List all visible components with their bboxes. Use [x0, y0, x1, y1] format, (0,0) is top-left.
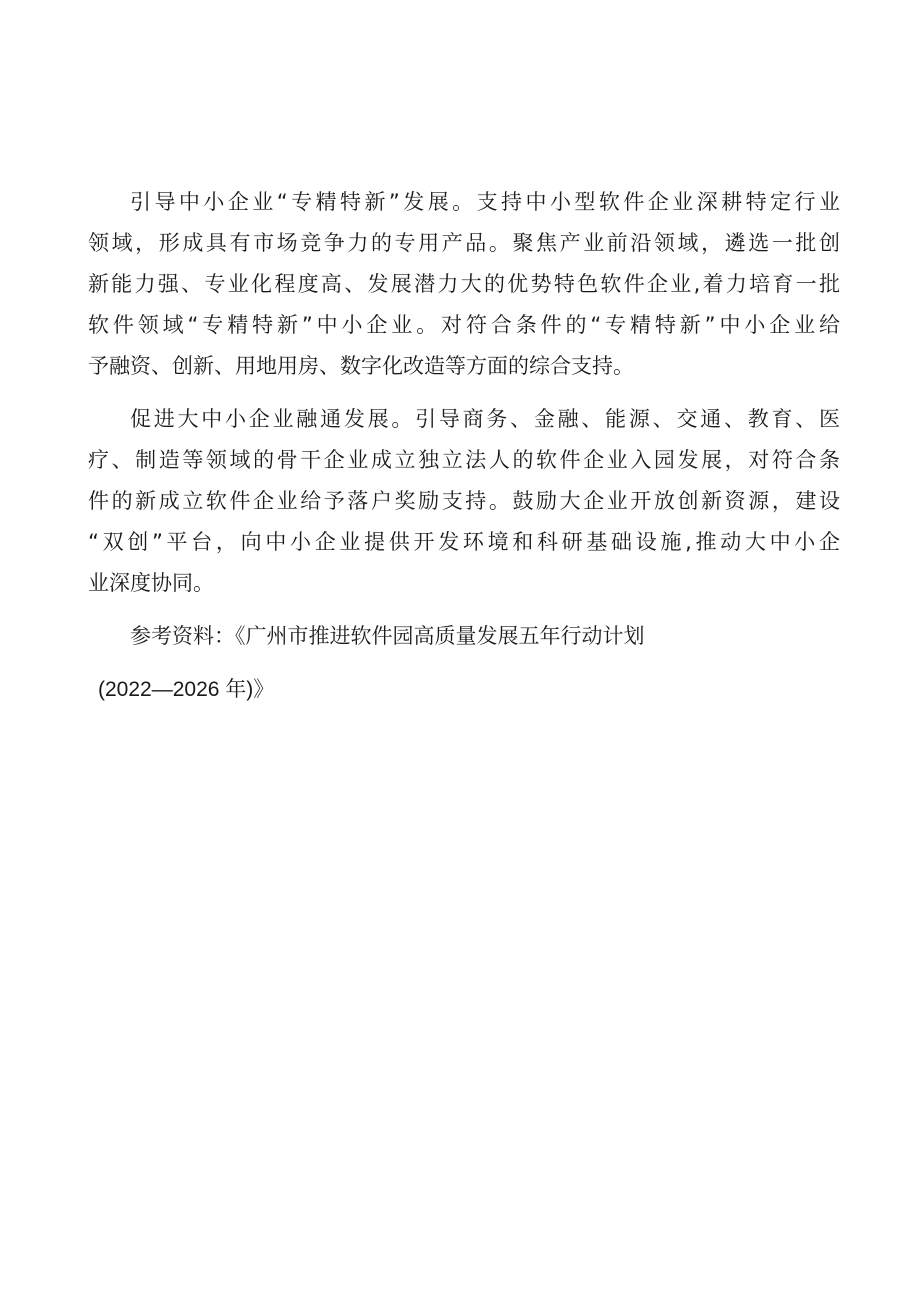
reference-date-line: (2022—2026 年)》 — [98, 678, 275, 701]
paragraph-line: 予融资、创新、用地用房、数字化改造等方面的综合支持。 — [88, 354, 634, 378]
paragraph-line: 新能力强、专业化程度高、发展潜力大的优势特色软件企业,着力培育一批 — [88, 272, 840, 296]
paragraph-line: 业深度协同。 — [88, 571, 214, 595]
paragraph-integrated-development — [88, 399, 840, 604]
paragraph-line: “双创”平台，向中小企业提供开发环境和科研基础设施,推动大中小企 — [88, 530, 840, 554]
paragraph-line: 疗、制造等领域的骨干企业成立独立法人的软件企业入园发展，对符合条 — [88, 448, 840, 472]
paragraph-line: 领域，形成具有市场竞争力的专用产品。聚焦产业前沿领域，遴选一批创 — [88, 231, 840, 255]
document-body — [88, 182, 840, 710]
paragraph-line: 促进大中小企业融通发展。引导商务、金融、能源、交通、教育、医 — [130, 407, 840, 431]
paragraph-line: 软件领域“专精特新”中小企业。对符合条件的“专精特新”中小企业给 — [88, 313, 840, 337]
paragraph-spacer — [88, 604, 840, 616]
paragraph-spacer — [88, 387, 840, 399]
paragraph-specialized-smes — [88, 182, 840, 387]
paragraph-line: 引导中小企业“专精特新”发展。支持中小型软件企业深耕特定行业 — [130, 190, 840, 214]
reference-note — [88, 616, 840, 710]
paragraph-line: 件的新成立软件企业给予落户奖励支持。鼓励大企业开放创新资源，建设 — [88, 489, 840, 513]
reference-title-line: 参考资料：《广州市推进软件园高质量发展五年行动计划 — [130, 624, 645, 648]
